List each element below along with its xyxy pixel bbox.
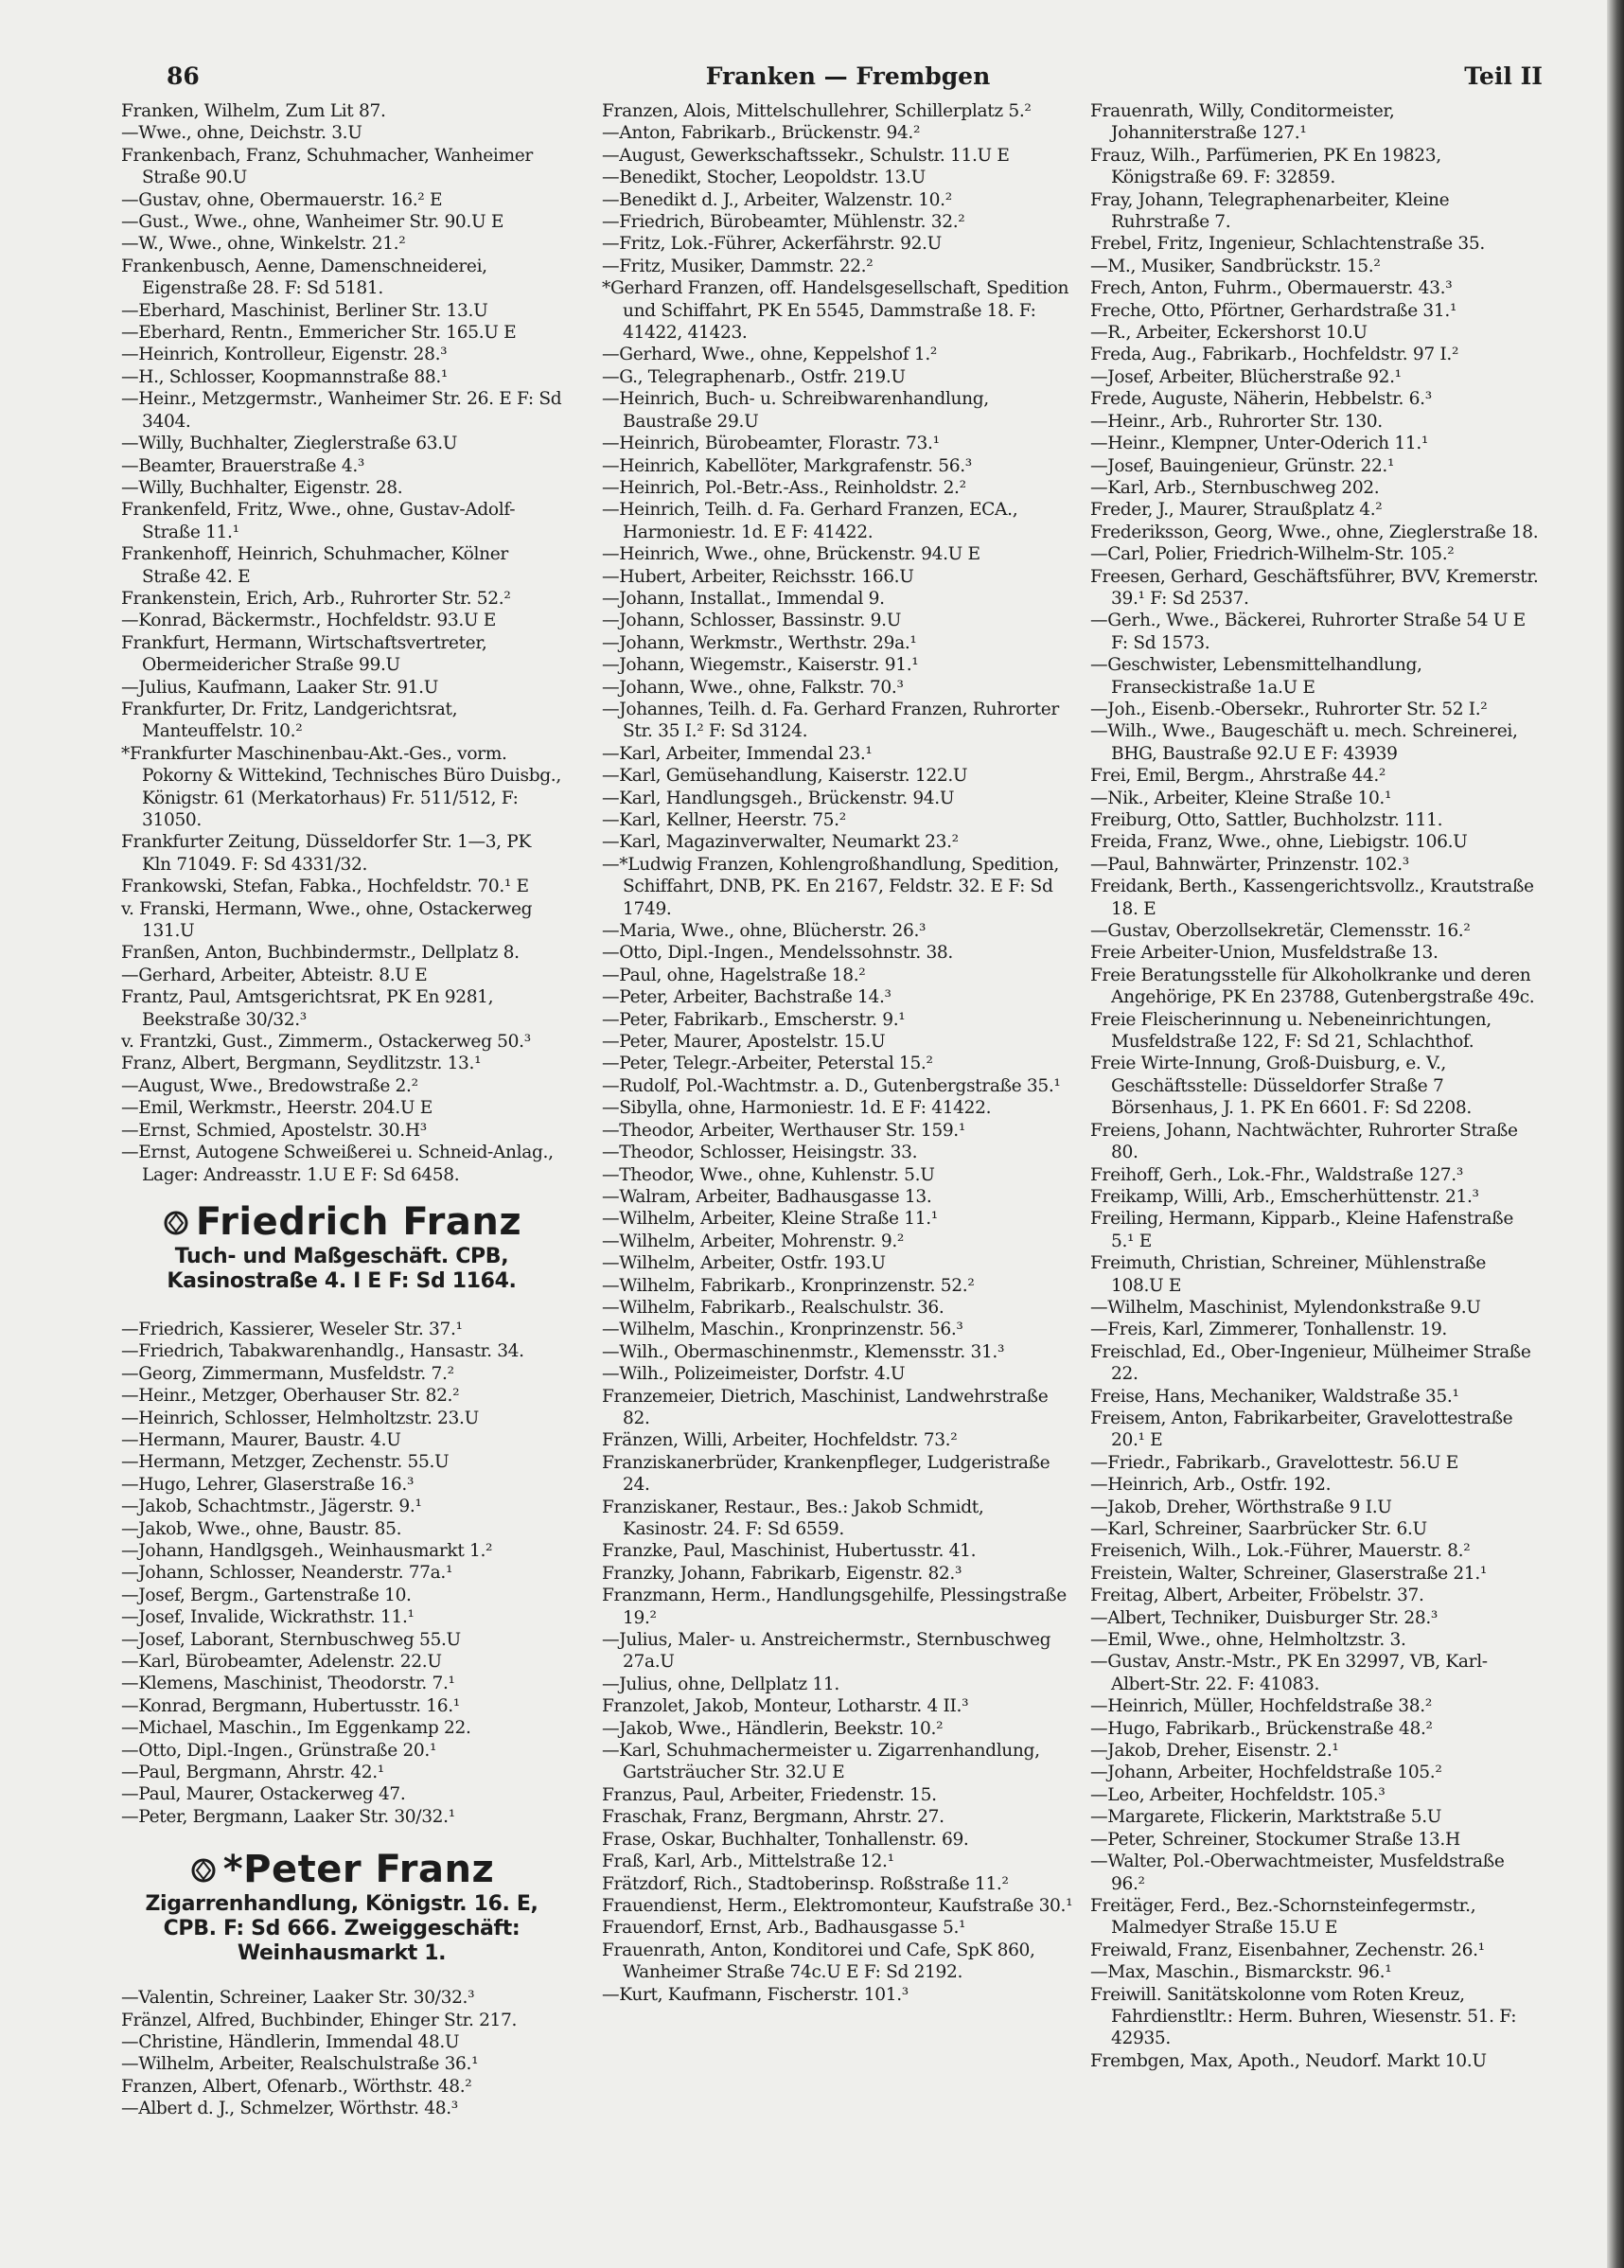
directory-entry: —Leo, Arbeiter, Hochfeldstr. 105.³ [1090,1784,1386,1805]
directory-entry: —*Ludwig Franzen, Kohlengroßhandlung, Spedition, Schiffahrt, DNB, PK. En 2167, Feldstr. 32. E F: Sd 1749. [602,854,1059,919]
directory-entry: —Karl, Gemüsehandlung, Kaiserstr. 122.U [602,766,968,787]
directory-entry: —Gerhard, Wwe., ohne, Keppelshof 1.² [602,345,937,365]
emblem-icon [162,1199,190,1245]
directory-entry: —Willy, Buchhalter, Eigenstr. 28. [121,477,403,498]
directory-entry: —Jakob, Schachtmstr., Jägerstr. 9.¹ [121,1497,422,1517]
directory-entry: Frauz, Wilh., Parfümerien, PK En 19823, Königstraße 69. F: 32859. [1090,145,1441,188]
part-label: Teil II [1464,62,1543,90]
directory-entry: —Peter, Schreiner, Stockumer Straße 13.H [1090,1829,1460,1850]
directory-entry: —Sibylla, ohne, Harmoniestr. 1d. E F: 41422. [602,1098,992,1119]
directory-entry: —Gerhard, Arbeiter, Abteistr. 8.U E [121,965,428,985]
directory-entry: —Heinrich, Wwe., ohne, Brückenstr. 94.U E [602,544,980,565]
directory-entry: Frei, Emil, Bergm., Ahrstraße 44.² [1090,766,1386,787]
directory-entry: —R., Arbeiter, Eckershorst 10.U [1090,323,1368,344]
directory-entry: Franzen, Albert, Ofenarb., Wörthstr. 48.² [121,2076,472,2097]
directory-entry: —Josef, Laborant, Sternbuschweg 55.U [121,1629,461,1650]
directory-entry: Freda, Aug., Fabrikarb., Hochfeldstr. 97 I.² [1090,345,1459,365]
directory-entry: Frebel, Fritz, Ingenieur, Schlachtenstraße 35. [1090,234,1485,255]
directory-entry: —Johann, Schlosser, Bassinstr. 9.U [602,611,902,631]
entries-col3 [1090,100,1539,2072]
page-number: 86 [167,62,200,90]
directory-entry: Franzmann, Herm., Handlungsgehilfe, Plessingstraße 19.² [602,1586,1067,1628]
directory-entry: Frankenbusch, Aenne, Damenschneiderei, Eigenstraße 28. F: Sd 5181. [121,256,487,299]
directory-entry: —Paul, Bahnwärter, Prinzenstr. 102.³ [1090,854,1409,875]
directory-entry: Freise, Hans, Mechaniker, Waldstraße 35.¹ [1090,1386,1459,1407]
directory-entry: —Nik., Arbeiter, Kleine Straße 10.¹ [1090,788,1392,808]
directory-entry: —Johann, Werkmstr., Werthstr. 29a.¹ [602,632,917,653]
directory-entry: —August, Wwe., Bredowstraße 2.² [121,1075,418,1096]
directory-entry: —Heinr., Klempner, Unter-Oderich 11.¹ [1090,434,1428,454]
directory-entry: Freie Arbeiter-Union, Musfeldstraße 13. [1090,943,1439,964]
directory-entry: Freesen, Gerhard, Geschäftsführer, BVV, Kremerstr. 39.¹ F: Sd 2537. [1090,566,1539,609]
directory-entry: —Peter, Maurer, Apostelstr. 15.U [602,1032,886,1053]
directory-entry: —Julius, ohne, Dellplatz 11. [602,1674,839,1694]
directory-entry: v. Franski, Hermann, Wwe., ohne, Ostackerweg 131.U [121,898,533,942]
directory-entry: —Karl, Schreiner, Saarbrücker Str. 6.U [1090,1519,1427,1539]
directory-entry: —Johann, Handlgsgeh., Weinhausmarkt 1.² [121,1540,493,1561]
ad-line: Zigarrenhandlung, Königstr. 16. E, [145,1892,538,1917]
directory-entry: —Heinr., Metzgermstr., Wanheimer Str. 26. E F: Sd 3404. [121,389,562,432]
directory-entry: —Wilhelm, Fabrikarb., Kronprinzenstr. 52.² [602,1275,975,1296]
directory-entry: —Jakob, Dreher, Eisenstr. 2.¹ [1090,1741,1339,1762]
page-edge [1607,0,1624,2268]
directory-entry: Franzemeier, Dietrich, Maschinist, Landwehrstraße 82. [602,1386,1049,1428]
entries-col1-c [121,1987,562,2119]
directory-entry: —Freis, Karl, Zimmerer, Tonhallenstr. 19. [1090,1320,1447,1340]
directory-entry: Franzus, Paul, Arbeiter, Friedenstr. 15. [602,1784,937,1805]
directory-entry: —Karl, Schuhmachermeister u. Zigarrenhandlung, Gartsträucher Str. 32.U E [602,1741,1040,1783]
directory-entry: —Paul, ohne, Hagelstraße 18.² [602,965,866,985]
directory-entry: Freidank, Berth., Kassengerichtsvollz., Krautstraße 18. E [1090,877,1534,919]
directory-entry: —Wilh., Wwe., Baugeschäft u. mech. Schreinerei, BHG, Baustraße 92.U E F: 43939 [1090,721,1518,764]
directory-entry: —Heinrich, Arb., Ostfr. 192. [1090,1475,1332,1496]
directory-entry: —Karl, Magazinverwalter, Neumarkt 23.² [602,832,959,853]
directory-entry: —August, Gewerkschaftssekr., Schulstr. 11.U E [602,145,1010,166]
directory-entry: Freisem, Anton, Fabrikarbeiter, Gravelottestraße 20.¹ E [1090,1408,1513,1451]
directory-entry: —Johann, Schlosser, Neanderstr. 77a.¹ [121,1563,453,1584]
directory-entry: Franßen, Anton, Buchbindermstr., Dellplatz 8. [121,943,520,964]
directory-entry: Franz, Albert, Bergmann, Seydlitzstr. 13.¹ [121,1054,482,1074]
entries-col1-a [121,100,562,1186]
directory-entry: Franzen, Alois, Mittelschullehrer, Schillerplatz 5.² [602,101,1032,121]
directory-entry: —Wilhelm, Fabrikarb., Realschulstr. 36. [602,1297,944,1318]
directory-entry: —Gustav, Oberzollsekretär, Clemensstr. 16.² [1090,921,1471,942]
directory-entry: —Julius, Maler- u. Anstreichermstr., Sternbuschweg 27a.U [602,1630,1051,1673]
directory-entry: —Ernst, Autogene Schweißerei u. Schneid-Anlag., Lager: Andreasstr. 1.U E F: Sd 6458. [121,1143,554,1185]
column-3 [1090,100,1539,2072]
directory-entry: —Paul, Bergmann, Ahrstr. 42.¹ [121,1763,384,1783]
directory-entry: Freida, Franz, Wwe., ohne, Liebigstr. 106.U [1090,832,1468,853]
directory-entry: Frankenfeld, Fritz, Wwe., ohne, Gustav-Adolf-Straße 11.¹ [121,500,516,542]
directory-entry: Frederiksson, Georg, Wwe., ohne, Zieglerstraße 18. [1090,522,1539,542]
directory-entry: —Margarete, Flickerin, Marktstraße 5.U [1090,1807,1442,1828]
directory-entry: Freistein, Walter, Schreiner, Glaserstraße 21.¹ [1090,1563,1487,1584]
directory-entry: Freihoff, Gerh., Lok.-Fhr., Waldstraße 127.³ [1090,1164,1463,1185]
entries-col2 [602,100,1073,2006]
directory-entry: —Christine, Händlerin, Immendal 48.U [121,2032,460,2053]
directory-entry: —Wilh., Polizeimeister, Dorfstr. 4.U [602,1364,906,1385]
directory-entry: Freie Fleischerinnung u. Nebeneinrichtungen, Musfeldstraße 122, F: Sd 21, Schlachthof. [1090,1009,1492,1053]
directory-entry: —Georg, Zimmermann, Musfeldstr. 7.² [121,1363,454,1384]
directory-entry: —Johann, Arbeiter, Hochfeldstraße 105.² [1090,1763,1442,1783]
directory-entry: —Josef, Arbeiter, Blücherstraße 92.¹ [1090,366,1402,387]
directory-entry: —Kurt, Kaufmann, Fischerstr. 101.³ [602,1984,909,2005]
directory-entry: Frauendorf, Ernst, Arb., Badhausgasse 5.¹ [602,1918,966,1939]
directory-entry: —Geschwister, Lebensmittelhandlung, Franseckistraße 1a.U E [1090,655,1422,698]
directory-entry: —Jakob, Dreher, Wörthstraße 9 I.U [1090,1497,1392,1517]
directory-entry: *Frankfurter Maschinenbau-Akt.-Ges., vorm. Pokorny & Wittekind, Technisches Büro Duisbg., Königstr. 61 (Merkatorhaus) Fr. 511/512, F: 31050. [121,743,561,830]
directory-entry: Franken, Wilhelm, Zum Lit 87. [121,101,386,121]
directory-entry: v. Frantzki, Gust., Zimmerm., Ostackerweg 50.³ [121,1032,531,1053]
emblem-icon [189,1847,218,1892]
directory-entry: —Hermann, Maurer, Baustr. 4.U [121,1429,401,1450]
directory-entry: Freiens, Johann, Nachtwächter, Ruhrorter Straße 80. [1090,1120,1518,1163]
directory-entry: —Julius, Kaufmann, Laaker Str. 91.U [121,677,439,698]
directory-entry: —W., Wwe., ohne, Winkelstr. 21.² [121,234,406,255]
directory-entry: Freimuth, Christian, Schreiner, Mühlenstraße 108.U E [1090,1253,1487,1296]
directory-entry: —Wilhelm, Maschinist, Mylendonkstraße 9.U [1090,1297,1481,1318]
directory-entry: —Peter, Bergmann, Laaker Str. 30/32.¹ [121,1806,455,1827]
directory-entry: —Wilhelm, Maschin., Kronprinzenstr. 56.³ [602,1320,963,1340]
directory-entry: —Hermann, Metzger, Zechenstr. 55.U [121,1452,450,1473]
directory-entry: Frätzdorf, Rich., Stadtoberinsp. Roßstraße 11.² [602,1873,1009,1894]
directory-entry: Frantz, Paul, Amtsgerichtsrat, PK En 9281, Beekstraße 30/32.³ [121,987,494,1030]
directory-entry: Freder, J., Maurer, Straußplatz 4.² [1090,500,1383,521]
directory-entry: —Johann, Wiegemstr., Kaiserstr. 91.¹ [602,655,919,676]
directory-entry: —Klemens, Maschinist, Theodorstr. 7.¹ [121,1674,455,1694]
directory-entry: Fränzel, Alfred, Buchbinder, Ehinger Str. 217. [121,2010,518,2030]
directory-entry: Frembgen, Max, Apoth., Neudorf. Markt 10.U [1090,2050,1487,2071]
ad-friedrich-franz [121,1199,562,1294]
directory-entry: —Ernst, Schmied, Apostelstr. 30.H³ [121,1120,427,1141]
directory-entry: —Walter, Pol.-Oberwachtmeister, Musfeldstraße 96.² [1090,1852,1505,1894]
directory-entry: —Johannes, Teilh. d. Fa. Gerhard Franzen, Ruhrorter Str. 35 I.² F: Sd 3124. [602,699,1059,742]
directory-entry: —Wilhelm, Arbeiter, Realschulstraße 36.¹ [121,2054,479,2075]
column-2 [602,100,1073,2006]
directory-entry: —Heinrich, Buch- u. Schreibwarenhandlung, Baustraße 29.U [602,389,989,432]
directory-entry: —Beamter, Brauerstraße 4.³ [121,455,365,476]
directory-entry: Frankowski, Stefan, Fabka., Hochfeldstr. 70.¹ E [121,877,529,897]
directory-entry: —Maria, Wwe., ohne, Blücherstr. 26.³ [602,921,927,942]
directory-entry: —Heinr., Metzger, Oberhauser Str. 82.² [121,1386,460,1407]
directory-entry: —Walram, Arbeiter, Badhausgasse 13. [602,1186,932,1207]
directory-entry: —Karl, Bürobeamter, Adelenstr. 22.U [121,1652,442,1672]
directory-entry: Franziskanerbrüder, Krankenpfleger, Ludgeristraße 24. [602,1452,1050,1496]
directory-entry: —Gerh., Wwe., Bäckerei, Ruhrorter Straße 54 U E F: Sd 1573. [1090,611,1526,653]
directory-entry: —Eberhard, Maschinist, Berliner Str. 13.U [121,300,488,321]
directory-entry: —Fritz, Musiker, Dammstr. 22.² [602,256,874,276]
directory-entry: —Hugo, Lehrer, Glaserstraße 16.³ [121,1474,415,1495]
directory-entry: —Heinrich, Müller, Hochfeldstraße 38.² [1090,1696,1432,1717]
directory-entry: —Wilhelm, Arbeiter, Mohrenstr. 9.² [602,1231,905,1251]
directory-entry: Freikamp, Willi, Arb., Emscherhüttenstr. 21.³ [1090,1186,1479,1207]
directory-entry: —Jakob, Wwe., Händlerin, Beekstr. 10.² [602,1718,944,1739]
directory-entry: —Michael, Maschin., Im Eggenkamp 22. [121,1718,471,1739]
directory-entry: —Heinrich, Teilh. d. Fa. Gerhard Franzen, ECA., Harmoniestr. 1d. E F: 41422. [602,500,1018,542]
ad-line: CPB. F: Sd 666. Zweiggeschäft: [163,1917,521,1941]
directory-entry: Frauenrath, Anton, Konditorei und Cafe, SpK 860, Wanheimer Straße 74c.U E F: Sd 2192. [602,1940,1035,1983]
directory-entry: —Johann, Wwe., ohne, Falkstr. 70.³ [602,677,904,698]
ad-peter-franz [121,1847,562,1966]
directory-entry: —Peter, Telegr.-Arbeiter, Peterstal 15.² [602,1054,933,1074]
directory-entry: —Wwe., ohne, Deichstr. 3.U [121,123,362,144]
column-1 [121,100,562,2120]
directory-entry: Frauendienst, Herm., Elektromonteur, Kaufstraße 30.¹ [602,1895,1073,1916]
directory-entry: —Josef, Invalide, Wickrathstr. 11.¹ [121,1607,415,1628]
directory-entry: —Albert, Techniker, Duisburger Str. 28.³ [1090,1607,1439,1628]
directory-entry: —Rudolf, Pol.-Wachtmstr. a. D., Gutenbergstraße 35.¹ [602,1075,1061,1096]
directory-entry: —Friedr., Fabrikarb., Gravelottestr. 56.U E [1090,1452,1458,1473]
directory-entry: —Albert d. J., Schmelzer, Wörthstr. 48.³ [121,2099,458,2119]
directory-entry: Frankenbach, Franz, Schuhmacher, Wanheimer Straße 90.U [121,145,533,188]
directory-entry: —Heinrich, Bürobeamter, Florastr. 73.¹ [602,434,940,454]
directory-entry: Freie Beratungsstelle für Alkoholkranke und deren Angehörige, PK En 23788, Gutenbergstraße 49c. [1090,965,1535,1008]
ad-title: *Peter Franz [222,1848,495,1892]
directory-entry: —Heinrich, Pol.-Betr.-Ass., Reinholdstr. 2.² [602,477,966,498]
directory-entry: Franzolet, Jakob, Monteur, Lotharstr. 4 II.³ [602,1696,969,1717]
directory-entry: —Gust., Wwe., ohne, Wanheimer Str. 90.U E [121,212,504,233]
directory-entry: —Friedrich, Tabakwarenhandlg., Hansastr. 34. [121,1341,524,1362]
directory-entry: —Eberhard, Rentn., Emmericher Str. 165.U E [121,323,517,344]
directory-entry: —Karl, Kellner, Heerstr. 75.² [602,810,846,830]
directory-entry: —Theodor, Schlosser, Heisingstr. 33. [602,1143,918,1163]
directory-entry: —Joh., Eisenb.-Obersekr., Ruhrorter Str. 52 I.² [1090,699,1488,719]
directory-entry: —Heinrich, Schlosser, Helmholtzstr. 23.U [121,1408,479,1428]
directory-entry: —Konrad, Bergmann, Hubertusstr. 16.¹ [121,1695,460,1716]
directory-entry: —Jakob, Wwe., ohne, Baustr. 85. [121,1518,402,1539]
directory-entry: —Friedrich, Bürobeamter, Mühlenstr. 32.² [602,212,965,233]
directory-entry: —H., Schlosser, Koopmannstraße 88.¹ [121,366,449,387]
directory-entry: —M., Musiker, Sandbrückstr. 15.² [1090,256,1381,276]
directory-entry: —Karl, Handlungsgeh., Brückenstr. 94.U [602,788,955,808]
directory-entry: —Heinr., Arb., Ruhrorter Str. 130. [1090,411,1383,432]
directory-entry: —Fritz, Lok.-Führer, Ackerfährstr. 92.U [602,234,942,255]
directory-entry: Freischlad, Ed., Ober-Ingenieur, Mülheimer Straße 22. [1090,1341,1531,1385]
directory-entry: *Gerhard Franzen, off. Handelsgesellschaft, Spedition und Schiffahrt, PK En 5545, Dammstraße 18. F: 41422, 41423. [602,278,1069,344]
directory-entry: —Emil, Werkmstr., Heerstr. 204.U E [121,1098,432,1119]
directory-entry: Fraß, Karl, Arb., Mittelstraße 12.¹ [602,1852,894,1872]
directory-entry: Freie Wirte-Innung, Groß-Duisburg, e. V., Geschäftsstelle: Düsseldorfer Straße 7 Börsenhaus, J. 1. PK En 6601. F: Sd 2208. [1090,1054,1472,1119]
directory-entry: Frankfurt, Hermann, Wirtschaftsvertreter, Obermeidericher Straße 99.U [121,632,487,676]
directory-entry: Fränzen, Willi, Arbeiter, Hochfeldstr. 73.² [602,1430,958,1451]
directory-entry: —Peter, Arbeiter, Bachstraße 14.³ [602,987,891,1008]
directory-entry: Freiburg, Otto, Sattler, Buchholzstr. 111. [1090,810,1443,830]
directory-entry: Freitag, Albert, Arbeiter, Fröbelstr. 37. [1090,1586,1424,1606]
directory-entry: Frech, Anton, Fuhrm., Obermauerstr. 43.³ [1090,278,1453,299]
directory-entry: —Carl, Polier, Friedrich-Wilhelm-Str. 105.² [1090,544,1455,565]
directory-entry: —Heinrich, Kabellöter, Markgrafenstr. 56.³ [602,455,972,476]
directory-entry: Freche, Otto, Pförtner, Gerhardstraße 31.¹ [1090,300,1457,321]
directory-entry: —Josef, Bergm., Gartenstraße 10. [121,1585,412,1605]
directory-entry: —Gustav, Anstr.-Mstr., PK En 32997, VB, Karl-Albert-Str. 22. F: 41083. [1090,1652,1488,1694]
ad-line: Kasinostraße 4. I E F: Sd 1164. [167,1268,517,1293]
directory-entry: —Theodor, Arbeiter, Werthauser Str. 159.¹ [602,1120,965,1141]
directory-entry: Fray, Johann, Telegraphenarbeiter, Kleine Ruhrstraße 7. [1090,189,1450,233]
directory-entry: —Otto, Dipl.-Ingen., Mendelssohnstr. 38. [602,943,953,964]
directory-entry: —Hugo, Fabrikarb., Brückenstraße 48.² [1090,1718,1433,1739]
page-title: Franken — Frembgen [705,62,991,90]
directory-entry: —Paul, Maurer, Ostackerweg 47. [121,1784,406,1805]
directory-entry: —Karl, Arb., Sternbuschweg 202. [1090,477,1380,498]
directory-entry: Freiwill. Sanitätskolonne vom Roten Kreuz, Fahrdienstltr.: Herm. Buhren, Wiesenstr. 51. F: 42935. [1090,1984,1517,2049]
directory-entry: —Max, Maschin., Bismarckstr. 96.¹ [1090,1962,1392,1983]
directory-entry: —Josef, Bauingenieur, Grünstr. 22.¹ [1090,455,1395,476]
directory-entry: Frauenrath, Willy, Conditormeister, Johanniterstraße 127.¹ [1090,101,1395,144]
directory-entry: —Friedrich, Kassierer, Weseler Str. 37.¹ [121,1319,463,1339]
directory-entry: —Karl, Arbeiter, Immendal 23.¹ [602,743,873,764]
directory-entry: —Peter, Fabrikarb., Emscherstr. 9.¹ [602,1009,906,1030]
directory-entry: —Emil, Wwe., ohne, Helmholtzstr. 3. [1090,1630,1406,1651]
directory-entry: —Hubert, Arbeiter, Reichsstr. 166.U [602,566,914,587]
directory-entry: —G., Telegraphenarb., Ostfr. 219.U [602,366,906,387]
directory-entry: —Johann, Installat., Immendal 9. [602,588,885,609]
directory-entry: —Wilh., Obermaschinenmstr., Klemensstr. 31.³ [602,1341,1005,1362]
directory-entry: —Willy, Buchhalter, Zieglerstraße 63.U [121,434,458,454]
directory-entry: —Valentin, Schreiner, Laaker Str. 30/32.³ [121,1988,475,2009]
directory-entry: —Theodor, Wwe., ohne, Kuhlenstr. 5.U [602,1164,935,1185]
directory-entry: Frankenstein, Erich, Arb., Ruhrorter Str. 52.² [121,588,511,609]
directory-entry: Freisenich, Wilh., Lok.-Führer, Mauerstr. 8.² [1090,1541,1471,1562]
directory-entry: —Anton, Fabrikarb., Brückenstr. 94.² [602,123,921,144]
ad-line: Tuch- und Maßgeschäft. CPB, [174,1244,509,1268]
directory-entry: Frede, Auguste, Näherin, Hebbelstr. 6.³ [1090,389,1432,410]
directory-entry: —Gustav, ohne, Obermauerstr. 16.² E [121,189,443,210]
directory-entry: —Otto, Dipl.-Ingen., Grünstraße 20.¹ [121,1740,437,1761]
directory-entry: Fraschak, Franz, Bergmann, Ahrstr. 27. [602,1807,944,1828]
ad-title: Friedrich Franz [195,1199,522,1244]
directory-entry: Freitäger, Ferd., Bez.-Schornsteinfegermstr., Malmedyer Straße 15.U E [1090,1895,1476,1939]
directory-entry: Frankfurter, Dr. Fritz, Landgerichtsrat, Manteuffelstr. 10.² [121,699,458,742]
directory-entry: Franzky, Johann, Fabrikarb, Eigenstr. 82.³ [602,1563,962,1584]
ad-line: Weinhausmarkt 1. [237,1941,447,1966]
directory-entry: Freiling, Hermann, Kipparb., Kleine Hafenstraße 5.¹ E [1090,1209,1513,1251]
directory-entry: Franzke, Paul, Maschinist, Hubertusstr. 41. [602,1541,977,1562]
directory-entry: Franziskaner, Restaur., Bes.: Jakob Schmidt, Kasinostr. 24. F: Sd 6559. [602,1497,984,1539]
directory-entry: —Konrad, Bäckermstr., Hochfeldstr. 93.U E [121,611,496,631]
directory-entry: —Wilhelm, Arbeiter, Ostfr. 193.U [602,1253,886,1274]
directory-entry: Freiwald, Franz, Eisenbahner, Zechenstr. 26.¹ [1090,1940,1485,1960]
directory-entry: —Benedikt, Stocher, Leopoldstr. 13.U [602,168,926,188]
directory-entry: Frankfurter Zeitung, Düsseldorfer Str. 1—3, PK Kln 71049. F: Sd 4331/32. [121,832,531,875]
directory-entry: —Heinrich, Kontrolleur, Eigenstr. 28.³ [121,345,448,365]
directory-entry: —Wilhelm, Arbeiter, Kleine Straße 11.¹ [602,1209,938,1230]
page-header [167,55,1543,98]
directory-entry: Frase, Oskar, Buchhalter, Tonhallenstr. 69. [602,1829,969,1850]
entries-col1-b [121,1319,562,1828]
directory-entry: —Benedikt d. J., Arbeiter, Walzenstr. 10.² [602,189,952,210]
directory-entry: Frankenhoff, Heinrich, Schuhmacher, Kölner Straße 42. E [121,544,508,587]
